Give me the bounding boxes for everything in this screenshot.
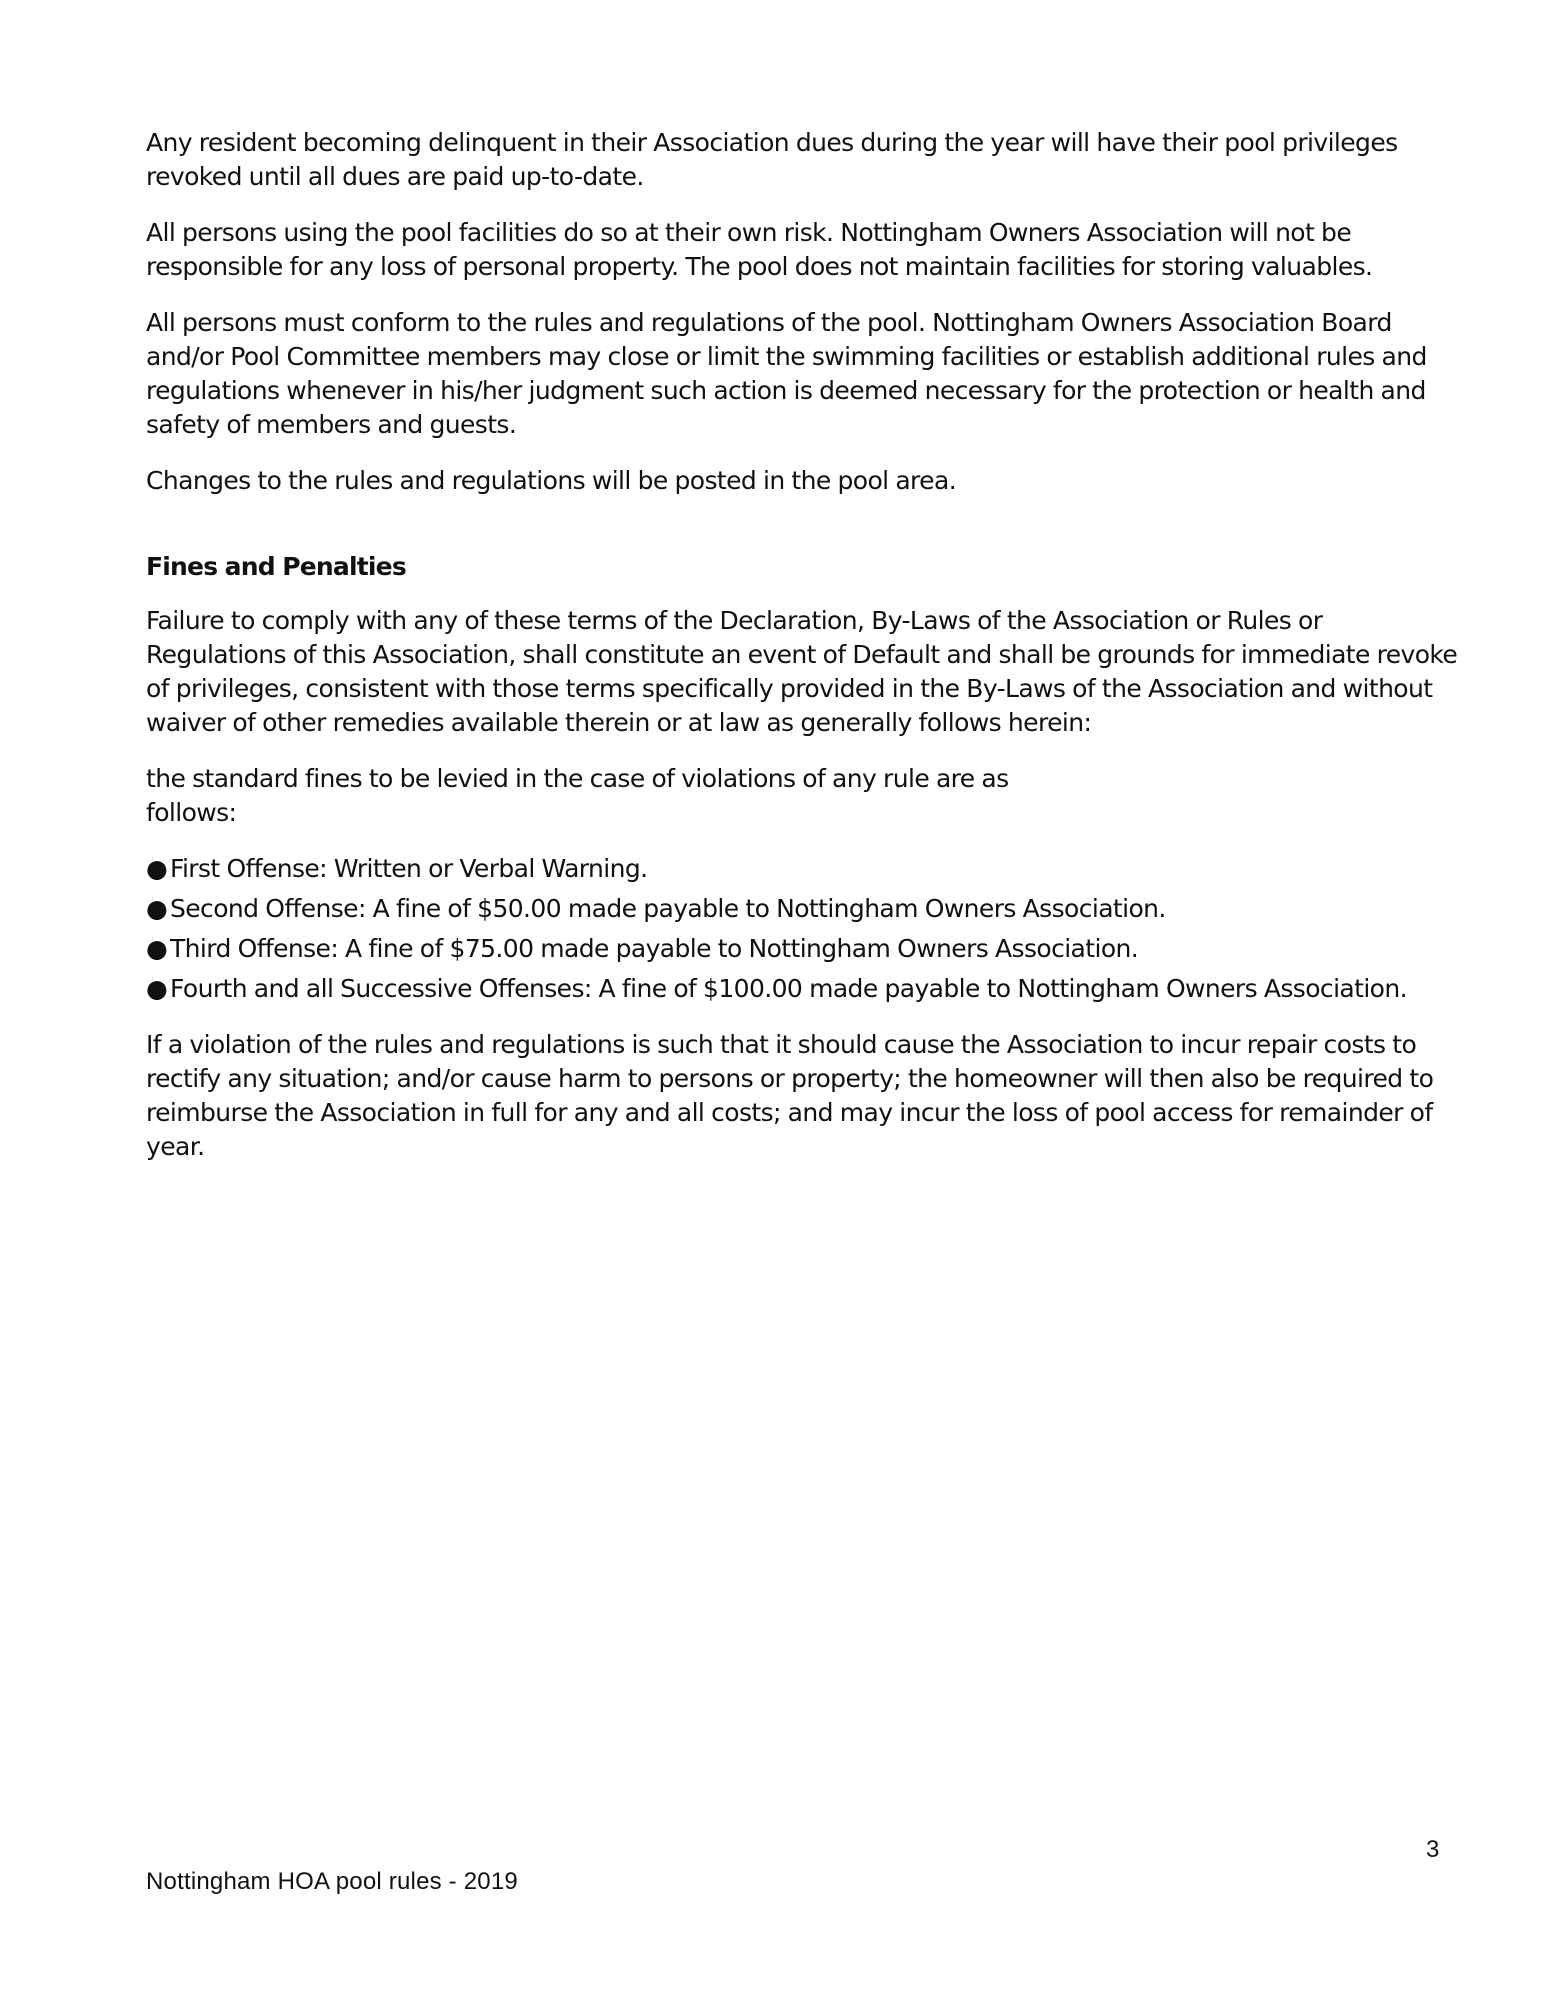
offense-text: Fourth and all Successive Offenses: A fine of $100.00 made payable to Nottingham Owners Association. — [170, 974, 1407, 1003]
offense-text: Third Offense: A fine of $75.00 made payable to Nottingham Owners Association. — [170, 934, 1139, 963]
list-item — [146, 892, 1466, 926]
offense-list — [146, 852, 1466, 1006]
page-number: 3 — [1426, 1836, 1440, 1863]
offense-text: First Offense: Written or Verbal Warning. — [170, 854, 648, 883]
bullet-icon: ● — [146, 854, 168, 883]
section-heading-fines: Fines and Penalties — [146, 552, 406, 581]
page-footer: Nottingham HOA pool rules - 2019 — [146, 1868, 518, 1895]
paragraph-changes-posted: Changes to the rules and regulations will be posted in the pool area. — [146, 466, 957, 495]
paragraph-failure-to-comply: Failure to comply with any of these terms of the Declaration, By-Laws of the Association or Rules or Regulations of this Association, shall constitute an event of Default and shall be grounds for immediate revoke of privileges, consistent with those terms specifically provided in the By-Laws of the Association and without waiver of other remedies available therein or at law as generally follows herein: — [146, 606, 1458, 737]
paragraph-standard-fines: the standard fines to be levied in the case of violations of any rule are as follows: — [146, 764, 1009, 827]
offense-text: Second Offense: A fine of $50.00 made payable to Nottingham Owners Association. — [170, 894, 1166, 923]
bullet-icon: ● — [146, 894, 168, 923]
bullet-icon: ● — [146, 974, 168, 1003]
list-item — [146, 932, 1466, 966]
bullet-icon: ● — [146, 934, 168, 963]
document-body — [146, 126, 1466, 1186]
paragraph-repair-costs: If a violation of the rules and regulations is such that it should cause the Association to incur repair costs to rectify any situation; and/or cause harm to persons or property; the homeowner will then also be required to reimburse the Association in full for any and all costs; and may incur the loss of pool access for remainder of year. — [146, 1030, 1434, 1161]
list-item — [146, 972, 1466, 1006]
paragraph-delinquent-dues: Any resident becoming delinquent in their Association dues during the year will have their pool privileges revoked until all dues are paid up-to-date. — [146, 128, 1398, 191]
paragraph-own-risk: All persons using the pool facilities do so at their own risk. Nottingham Owners Association will not be responsible for any loss of personal property. The pool does not maintain facilities for storing valuables. — [146, 218, 1373, 281]
list-item — [146, 852, 1466, 886]
paragraph-conform-rules: All persons must conform to the rules and regulations of the pool. Nottingham Owners Association Board and/or Pool Committee members may close or limit the swimming facilities or establish additional rules and regulations whenever in his/her judgment such action is deemed necessary for the protection or health and safety of members and guests. — [146, 308, 1427, 439]
